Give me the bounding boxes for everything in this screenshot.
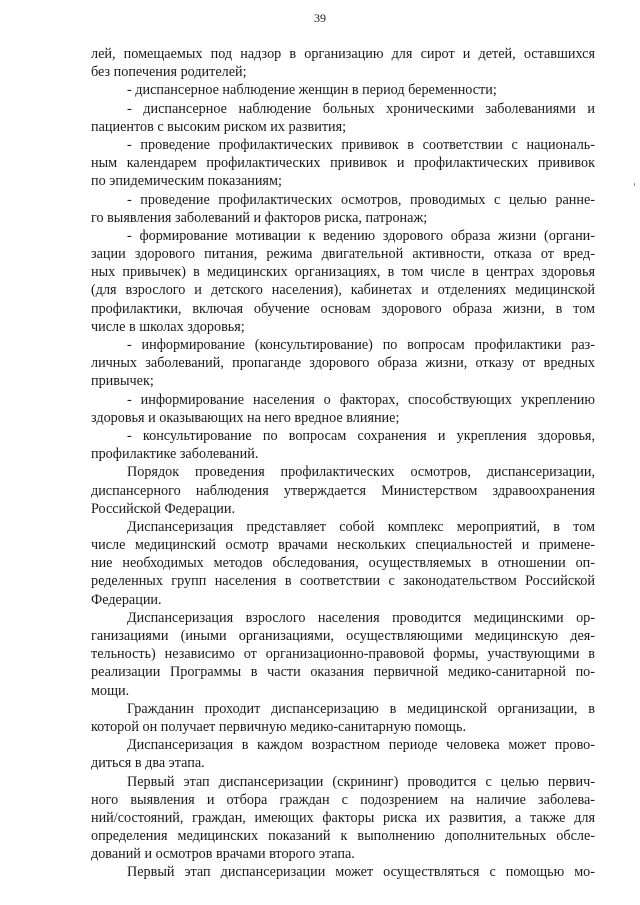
text-line: - диспансерное наблюдение женщин в период беременности; [127, 82, 497, 99]
text-line: - диспансерное наблюдение больных хроническими заболеваниями и [127, 100, 595, 117]
text-line: определения медицинских показаний к выполнению дополнительных обсле- [91, 828, 595, 845]
text-line: (для взрослого и детского населения), кабинетах и отделениях медицинской [91, 282, 595, 299]
text-line: Диспансеризация взрослого населения проводится медицинскими ор- [127, 609, 595, 626]
text-line: го выявления заболеваний и факторов риска, патронаж; [91, 209, 428, 226]
text-line: - информирование населения о факторах, способствующих укреплению [127, 391, 595, 408]
text-line: Диспансеризация в каждом возрастном периоде человека может прово- [127, 737, 595, 754]
text-line: без попечения родителей; [91, 64, 247, 81]
scan-mark [634, 183, 635, 186]
text-line: привычек; [91, 373, 154, 390]
text-line: Первый этап диспансеризации (скрининг) проводится с целью первич- [127, 773, 595, 790]
text-line: Российской Федерации. [91, 500, 236, 517]
text-line: по эпидемическим показаниям; [91, 173, 282, 190]
text-line: - консультирование по вопросам сохранения и укрепления здоровья, [127, 427, 595, 444]
text-line: Первый этап диспансеризации может осуществляться с помощью мо- [127, 864, 595, 881]
text-line: зации здорового питания, режима двигательной активности, отказа от вред- [91, 246, 595, 263]
text-line: профилактики, включая обучение основам здорового образа жизни, в том [91, 300, 595, 317]
text-line: Порядок проведения профилактических осмотров, диспансеризации, [127, 464, 595, 481]
text-line: тельность) независимо от организационно-правовой формы, участвующими в [91, 646, 595, 663]
text-line: ганизациями (иными организациями, осуществляющими медицинскую дея- [91, 628, 595, 644]
body-text [91, 45, 595, 882]
text-line: диспансерного наблюдения утверждается Министерством здравоохранения [91, 482, 595, 499]
text-line: - проведение профилактических прививок в соответствии с националь- [127, 136, 595, 153]
text-line: профилактике заболеваний. [91, 446, 259, 463]
text-line: пациентов с высоким риском их развития; [91, 118, 347, 135]
text-line: лей, помещаемых под надзор в организацию для сирот и детей, оставшихся [91, 46, 595, 62]
text-line: ным календарем профилактических прививок и профилактических прививок [91, 155, 595, 172]
text-line: ных привычек) в медицинских организациях, в том числе в центрах здоровья [91, 264, 595, 281]
text-line: - формирование мотивации к ведению здорового образа жизни (органи- [127, 227, 595, 244]
text-line: ного выявления и отбора граждан с подозрением на наличие заболева- [91, 791, 595, 808]
text-line: числе в школах здоровья; [91, 318, 245, 335]
text-line: реализации Программы в части оказания первичной медико-санитарной по- [91, 664, 595, 681]
text-line: мощи. [91, 682, 130, 699]
text-line: здоровья и оказывающих на него вредное влияние; [91, 409, 400, 426]
text-line: - информирование (консультирование) по вопросам профилактики раз- [127, 337, 595, 353]
text-line: числе медицинский осмотр врачами нескольких специальностей и примене- [91, 537, 595, 554]
text-line: которой он получает первичную медико-санитарную помощь. [91, 718, 467, 735]
text-line: личных заболеваний, пропаганде здорового образа жизни, отказу от вредных [91, 355, 595, 372]
text-line: Федерации. [91, 591, 162, 608]
text-line: диться в два этапа. [91, 755, 205, 772]
text-line: ределенных групп населения в соответствии с законодательством Российской [91, 573, 595, 590]
text-line: - проведение профилактических осмотров, проводимых с целью ранне- [127, 191, 595, 208]
text-line: ние необходимых методов обследования, осуществляемых в отношении оп- [91, 555, 595, 572]
text-line: дований и осмотров врачами второго этапа. [91, 846, 355, 863]
page-number: 39 [314, 11, 326, 25]
text-line: Гражданин проходит диспансеризацию в медицинской организации, в [127, 700, 595, 717]
text-line: ний/состояний, граждан, имеющих факторы риска их развития, а также для [91, 809, 595, 826]
text-line: Диспансеризация представляет собой комплекс мероприятий, в том [127, 518, 595, 535]
